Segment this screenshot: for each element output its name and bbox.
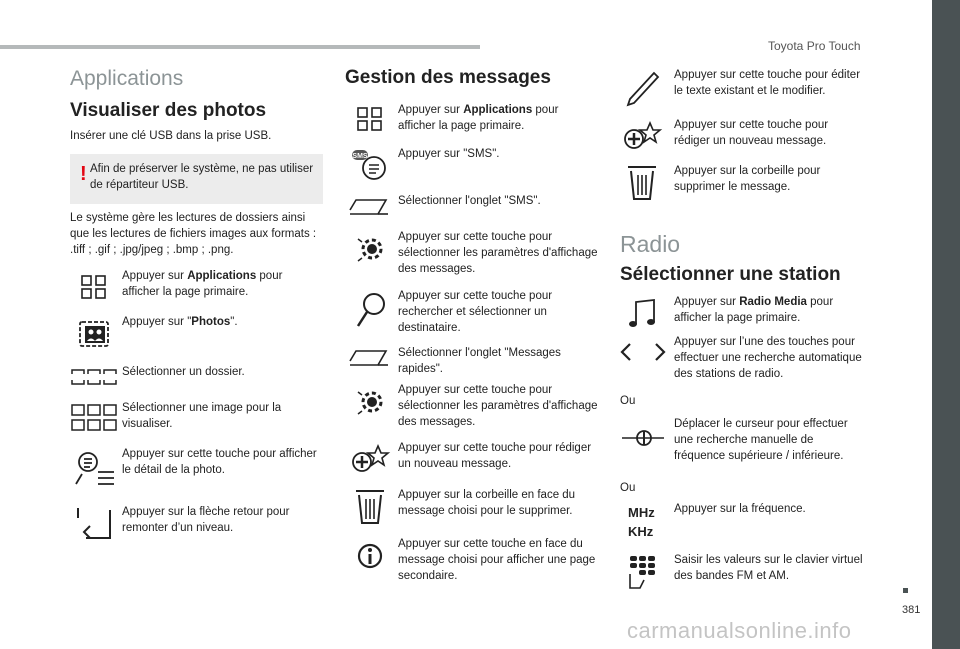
image-grid-icon bbox=[70, 398, 118, 440]
folder-select-icon bbox=[70, 356, 118, 398]
heading-messages: Gestion des messages bbox=[345, 67, 551, 88]
tab-icon bbox=[348, 343, 396, 385]
instruction-text: Sélectionner un dossier. bbox=[122, 366, 245, 378]
section-title-applications: Applications bbox=[70, 67, 184, 90]
info-icon bbox=[348, 536, 396, 578]
photos-icon bbox=[70, 314, 118, 356]
instruction-text: Appuyer sur l’une des touches pour effectuer une recherche automatique des stations de radio. bbox=[674, 336, 862, 380]
side-strip bbox=[932, 0, 960, 649]
warning-icon: ! bbox=[80, 163, 87, 185]
instruction-text: Appuyer sur cette touche pour éditer le texte existant et le modifier. bbox=[674, 69, 861, 97]
search-icon bbox=[348, 288, 396, 330]
instruction-text: Déplacer le curseur pour effectuer une recherche manuelle de fréquence supérieure / inférieure. bbox=[674, 418, 848, 462]
instruction-text: Sélectionner une image pour la visualiser. bbox=[122, 402, 282, 430]
instruction-text: Sélectionner l'onglet "Messages rapides". bbox=[398, 347, 561, 375]
or-text: Ou bbox=[620, 482, 636, 494]
settings-gear-icon bbox=[348, 382, 396, 424]
instruction-text: Appuyer sur "SMS". bbox=[398, 148, 500, 160]
sms-icon bbox=[348, 144, 396, 186]
instruction-text: Appuyer sur cette touche pour sélectionner les paramètres d'affichage des messages. bbox=[398, 231, 598, 275]
photo-detail-icon bbox=[70, 446, 118, 488]
new-message-icon bbox=[620, 117, 668, 159]
instruction-text: Appuyer sur cette touche pour sélectionner les paramètres d'affichage des messages. bbox=[398, 384, 598, 428]
frequency-label-khz: KHz bbox=[628, 524, 654, 539]
instruction-text: Appuyer sur Radio Media pour afficher la page primaire. bbox=[674, 296, 834, 324]
running-title: Toyota Pro Touch bbox=[768, 39, 861, 53]
page-marker bbox=[903, 588, 908, 593]
instruction-text: Appuyer sur Applications pour afficher la page primaire. bbox=[398, 104, 559, 132]
trash-icon bbox=[620, 163, 668, 205]
instruction-text: Appuyer sur la flèche retour pour remonter d’un niveau. bbox=[122, 506, 290, 534]
trash-icon bbox=[348, 487, 396, 529]
svg-text:SMS: SMS bbox=[352, 153, 368, 160]
formats-text: Le système gère les lectures de dossiers ainsi que les lectures de fichiers images aux formats : .tiff ; .gif ; .jpg/jpeg ; .bmp ; .png. bbox=[70, 212, 317, 256]
back-arrow-icon bbox=[70, 502, 118, 544]
settings-gear-icon bbox=[348, 229, 396, 271]
music-note-icon bbox=[620, 294, 668, 336]
frequency-label-mhz: MHz bbox=[628, 505, 655, 520]
instruction-text: Appuyer sur la corbeille pour supprimer le message. bbox=[674, 165, 821, 193]
note-text: Afin de préserver le système, ne pas utiliser de répartiteur USB. bbox=[90, 163, 314, 191]
page-number: 381 bbox=[902, 604, 921, 616]
top-rule bbox=[0, 45, 480, 49]
edit-pencil-icon bbox=[620, 67, 668, 109]
instruction-text: Appuyer sur cette touche pour rédiger un nouveau message. bbox=[674, 119, 829, 147]
heading-station: Sélectionner une station bbox=[620, 264, 841, 285]
applications-grid-icon bbox=[70, 268, 118, 310]
intro-text: Insérer une clé USB dans la prise USB. bbox=[70, 130, 272, 142]
new-message-icon bbox=[348, 440, 396, 482]
heading-photos: Visualiser des photos bbox=[70, 100, 267, 121]
instruction-text: Appuyer sur cette touche pour rédiger un nouveau message. bbox=[398, 442, 592, 470]
watermark: carmanualsonline.info bbox=[627, 618, 852, 643]
instruction-text: Appuyer sur cette touche en face du message choisi pour afficher une page secondaire. bbox=[398, 538, 596, 582]
frequency-icon bbox=[620, 501, 668, 543]
tab-icon bbox=[348, 188, 396, 230]
warning-note bbox=[70, 154, 323, 204]
applications-grid-icon bbox=[348, 102, 396, 144]
slider-cursor-icon bbox=[620, 416, 668, 458]
instruction-text: Appuyer sur Applications pour afficher la page primaire. bbox=[122, 270, 283, 298]
prev-next-icon bbox=[620, 334, 668, 376]
keypad-icon bbox=[620, 552, 668, 594]
instruction-text: Saisir les valeurs sur le clavier virtuel des bandes FM et AM. bbox=[674, 554, 863, 582]
or-text: Ou bbox=[620, 395, 636, 407]
instruction-text: Sélectionner l'onglet "SMS". bbox=[398, 195, 541, 207]
instruction-text: Appuyer sur la fréquence. bbox=[674, 503, 806, 515]
instruction-text: Appuyer sur cette touche pour rechercher et sélectionner un destinataire. bbox=[398, 290, 553, 334]
instruction-text: Appuyer sur cette touche pour afficher le détail de la photo. bbox=[122, 448, 317, 476]
instruction-text: Appuyer sur la corbeille en face du message choisi pour le supprimer. bbox=[398, 489, 576, 517]
instruction-text: Appuyer sur "Photos". bbox=[122, 316, 238, 328]
section-title-radio: Radio bbox=[620, 231, 681, 257]
